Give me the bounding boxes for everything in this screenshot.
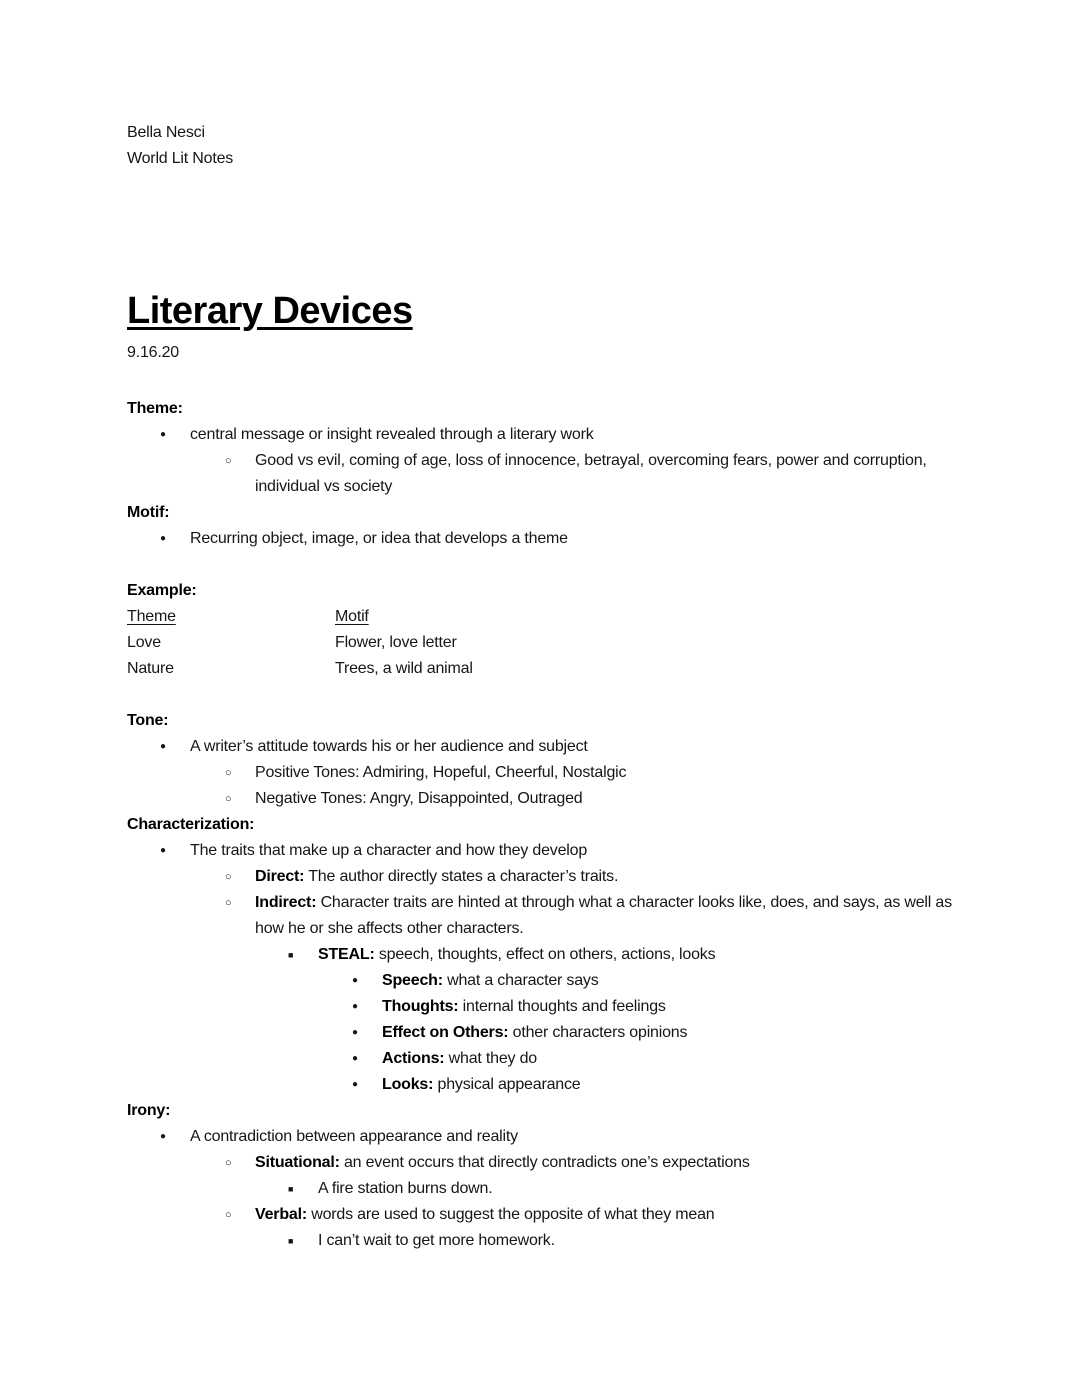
section-heading: Characterization: xyxy=(127,816,255,833)
table-cell: Love xyxy=(127,634,161,651)
list-item-text: The traits that make up a character and how they develop xyxy=(190,842,588,859)
list-item-text: Looks: physical appearance xyxy=(382,1076,581,1093)
circle-bullet-icon: ○ xyxy=(225,455,232,467)
table-cell: Flower, love letter xyxy=(335,634,457,651)
disc-bullet-icon: ● xyxy=(160,429,166,440)
table-column-header: Theme xyxy=(127,608,176,625)
circle-bullet-icon: ○ xyxy=(225,767,232,779)
disc-bullet-icon: ● xyxy=(160,1131,166,1142)
list-item-text: Thoughts: internal thoughts and feelings xyxy=(382,998,666,1015)
circle-bullet-icon: ○ xyxy=(225,793,232,805)
list-item xyxy=(127,760,953,786)
list-item xyxy=(127,1046,953,1072)
disc-bullet-icon: ● xyxy=(160,741,166,752)
square-bullet-icon: ■ xyxy=(288,1184,294,1194)
list-item-text: Verbal: words are used to suggest the opposite of what they mean xyxy=(255,1206,715,1223)
list-item-text: A contradiction between appearance and reality xyxy=(190,1128,518,1145)
disc-bullet-icon: ● xyxy=(160,533,166,544)
list-item-text: Positive Tones: Admiring, Hopeful, Cheerful, Nostalgic xyxy=(255,764,627,781)
list-item-text: Indirect: Character traits are hinted at through what a character looks like, does, and says, as well as how he or she affects other characters. xyxy=(255,894,952,937)
blank-line xyxy=(127,682,953,708)
list-item xyxy=(127,786,953,812)
list-item-text: Effect on Others: other characters opinions xyxy=(382,1024,688,1041)
circle-bullet-icon: ○ xyxy=(225,871,232,883)
disc-bullet-icon: ● xyxy=(352,1027,358,1038)
list-item xyxy=(127,1202,953,1228)
example-table-row xyxy=(127,630,953,656)
table-column-header: Motif xyxy=(335,608,369,625)
list-item xyxy=(127,942,953,968)
author-name: Bella Nesci xyxy=(127,124,205,141)
list-item-text: STEAL: speech, thoughts, effect on others, actions, looks xyxy=(318,946,716,963)
section-heading: Theme: xyxy=(127,400,183,417)
list-item xyxy=(127,448,953,500)
notes-content xyxy=(127,396,953,1254)
example-table-row xyxy=(127,604,953,630)
table-cell: Trees, a wild animal xyxy=(335,660,473,677)
disc-bullet-icon: ● xyxy=(352,1053,358,1064)
list-item-text: Direct: The author directly states a character’s traits. xyxy=(255,868,619,885)
example-table-row xyxy=(127,656,953,682)
list-item xyxy=(127,1124,953,1150)
document-header xyxy=(127,120,953,172)
list-item xyxy=(127,734,953,760)
list-item xyxy=(127,864,953,890)
disc-bullet-icon: ● xyxy=(352,1079,358,1090)
section-heading: Example: xyxy=(127,582,197,599)
list-item xyxy=(127,1020,953,1046)
list-item xyxy=(127,968,953,994)
table-cell: Nature xyxy=(127,660,174,677)
list-item-text: Recurring object, image, or idea that develops a theme xyxy=(190,530,568,547)
disc-bullet-icon: ● xyxy=(160,845,166,856)
document-subtitle: World Lit Notes xyxy=(127,150,234,167)
section-heading: Irony: xyxy=(127,1102,171,1119)
list-item xyxy=(127,838,953,864)
circle-bullet-icon: ○ xyxy=(225,897,232,909)
list-item xyxy=(127,890,953,942)
square-bullet-icon: ■ xyxy=(288,1236,294,1246)
list-item xyxy=(127,994,953,1020)
circle-bullet-icon: ○ xyxy=(225,1209,232,1221)
list-item-text: Actions: what they do xyxy=(382,1050,537,1067)
list-item-text: A writer’s attitude towards his or her audience and subject xyxy=(190,738,588,755)
list-item xyxy=(127,526,953,552)
disc-bullet-icon: ● xyxy=(352,975,358,986)
list-item-text: Good vs evil, coming of age, loss of innocence, betrayal, overcoming fears, power and corruption, individual vs society xyxy=(255,452,927,495)
list-item-text: Situational: an event occurs that directly contradicts one’s expectations xyxy=(255,1154,750,1171)
list-item xyxy=(127,1150,953,1176)
list-item-text: I can’t wait to get more homework. xyxy=(318,1232,555,1249)
square-bullet-icon: ■ xyxy=(288,950,294,960)
list-item-text: Speech: what a character says xyxy=(382,972,599,989)
list-item xyxy=(127,1072,953,1098)
list-item xyxy=(127,1228,953,1254)
circle-bullet-icon: ○ xyxy=(225,1157,232,1169)
list-item-text: central message or insight revealed through a literary work xyxy=(190,426,594,443)
section-heading: Motif: xyxy=(127,504,170,521)
list-item xyxy=(127,422,953,448)
list-item-text: A fire station burns down. xyxy=(318,1180,493,1197)
section-heading: Tone: xyxy=(127,712,169,729)
list-item-text: Negative Tones: Angry, Disappointed, Outraged xyxy=(255,790,583,807)
page-title: Literary Devices xyxy=(127,290,413,332)
list-item xyxy=(127,1176,953,1202)
date: 9.16.20 xyxy=(127,344,179,361)
blank-line xyxy=(127,552,953,578)
disc-bullet-icon: ● xyxy=(352,1001,358,1012)
